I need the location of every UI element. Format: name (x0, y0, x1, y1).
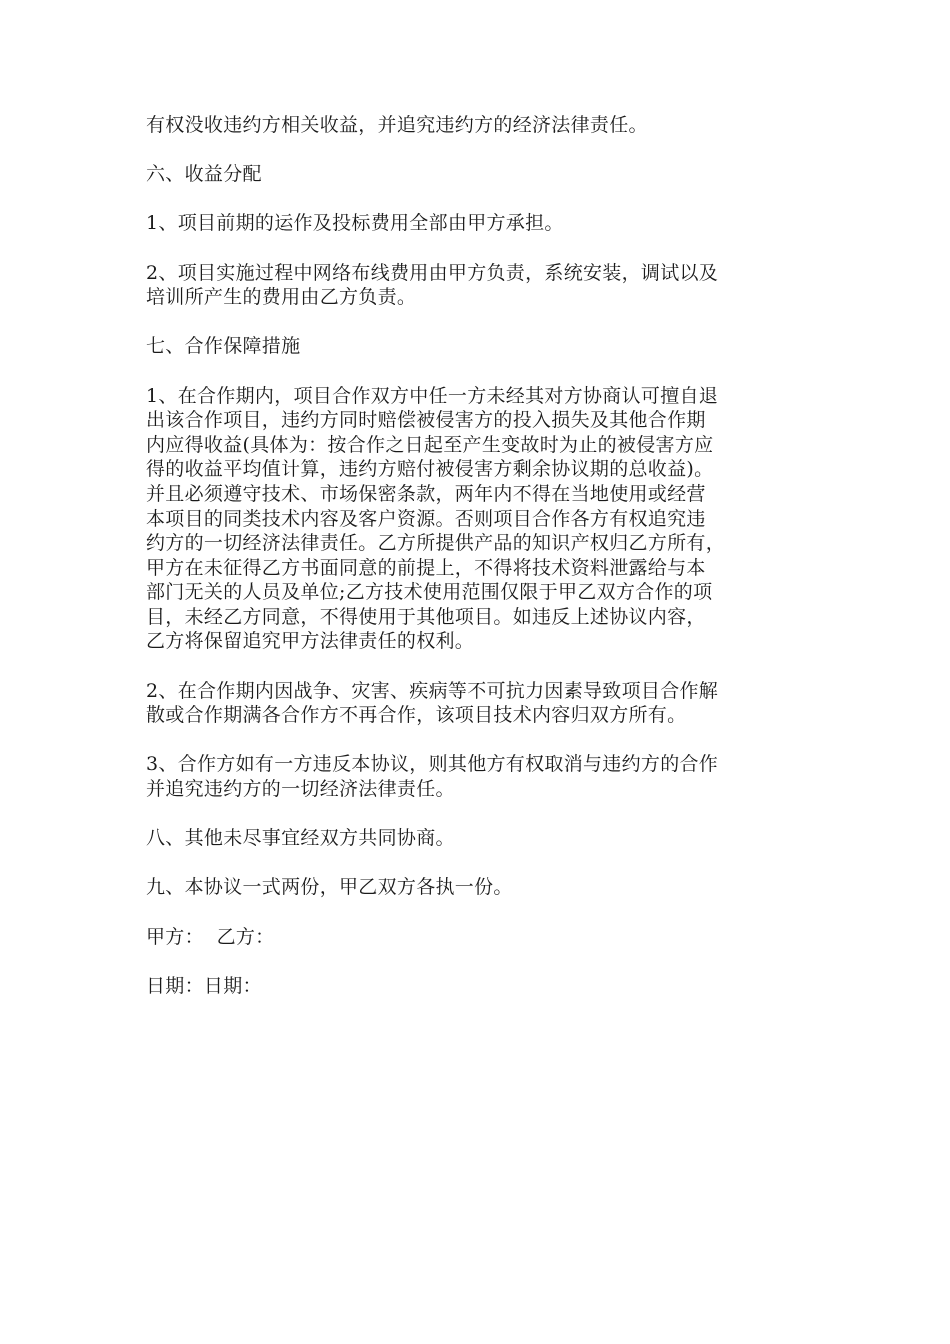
text-line: 出该合作项目，违约方同时赔偿被侵害方的投入损失及其他合作期 (146, 409, 706, 432)
text-line: 2、在合作期内因战争、灾害、疾病等不可抗力因素导致项目合作解 (146, 679, 719, 702)
paragraph-6-2 (146, 261, 812, 310)
text-line: 乙方将保留追究甲方法律责任的权利。 (146, 630, 475, 653)
document-body (146, 113, 812, 1023)
text-line: 2、项目实施过程中网络布线费用由甲方负责，系统安装，调试以及 (146, 261, 719, 284)
text-line: 并且必须遵守技术、市场保密条款，两年内不得在当地使用或经营 (146, 482, 706, 505)
text-line: 六、收益分配 (146, 163, 262, 186)
text-line: 3、合作方如有一方违反本协议，则其他方有权取消与违约方的合作 (146, 753, 719, 776)
text-line: 培训所产生的费用由乙方负责。 (146, 286, 417, 309)
text-line: 九、本协议一式两份，甲乙双方各执一份。 (146, 876, 513, 899)
section-heading-6 (146, 162, 812, 187)
text-line: 约方的一切经济法律责任。乙方所提供产品的知识产权归乙方所有， (146, 532, 726, 555)
text-line: 八、其他未尽事宜经双方共同协商。 (146, 827, 455, 850)
signature-parties (146, 925, 812, 950)
paragraph-7-1 (146, 384, 812, 655)
section-heading-7 (146, 334, 812, 359)
text-line: 甲方在未征得乙方书面同意的前提上，不得将技术资料泄露给与本 (146, 556, 706, 579)
text-line: 甲方： 乙方： (146, 925, 275, 948)
text-line: 得的收益平均值计算，违约方赔付被侵害方剩余协议期的总收益)。 (146, 458, 714, 481)
text-line: 1、在合作期内，项目合作双方中任一方未经其对方协商认可擅自退 (146, 384, 719, 407)
text-line: 日期：日期： (146, 974, 262, 997)
text-line: 散或合作期满各合作方不再合作，该项目技术内容归双方所有。 (146, 704, 687, 727)
text-line: 本项目的同类技术内容及客户资源。否则项目合作各方有权追究违 (146, 507, 706, 530)
paragraph-1 (146, 113, 812, 138)
text-line: 并追究违约方的一切经济法律责任。 (146, 778, 455, 801)
section-heading-8 (146, 826, 812, 851)
text-line: 目，未经乙方同意，不得使用于其他项目。如违反上述协议内容， (146, 605, 706, 628)
section-heading-9 (146, 875, 812, 900)
text-line: 七、合作保障措施 (146, 335, 301, 358)
text-line: 1、项目前期的运作及投标费用全部由甲方承担。 (146, 212, 564, 235)
paragraph-7-2 (146, 679, 812, 728)
text-line: 内应得收益(具体为：按合作之日起至产生变故时为止的被侵害方应 (146, 433, 714, 456)
paragraph-7-3 (146, 752, 812, 801)
text-line: 有权没收违约方相关收益，并追究违约方的经济法律责任。 (146, 114, 648, 136)
text-line: 部门无关的人员及单位;乙方技术使用范围仅限于甲乙双方合作的项 (146, 581, 713, 604)
signature-dates (146, 974, 812, 999)
paragraph-6-1 (146, 211, 812, 236)
